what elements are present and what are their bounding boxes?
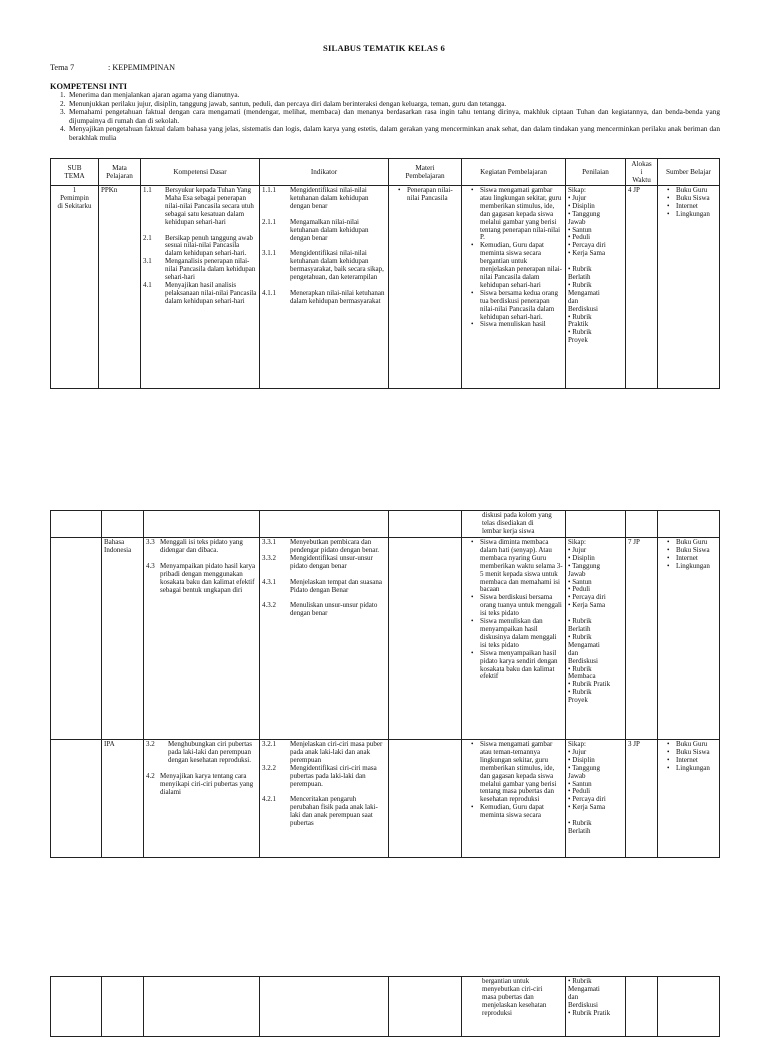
- table-row-bahasa: [51, 538, 720, 740]
- tema-label: Tema 7: [50, 63, 75, 72]
- alokasi-waktu-cell: 4 JP: [626, 186, 658, 389]
- penilaian-continued: • Rubrik Mengamati dan Berdiskusi • Rubrik Pratik: [566, 977, 626, 1037]
- materi-cell: • Penerapan nilai-nilai Pancasila: [389, 186, 462, 389]
- tema-value: : KEPEMIMPINAN: [108, 63, 176, 72]
- ki-item: 3. Memahami pengetahuan faktual dengan cara mengamati (mendengar, melihat, membaca) dan menanya berdasarkan rasa ingin tahu tentang dirinya, makhluk ciptaan Tuhan dan kegiatannya, dan benda-benda yang dijumpainya di rumah dan di sekolah.: [60, 107, 720, 125]
- kompetensi-dasar-cell: 1.1 Bersyukur kepada Tuhan Yang Maha Esa sebagai penerapan nilai-nilai Pancasila secara utuh sebagai satu kesatuan dalam kehidupan sehari-hari 2.1 Bersikap penuh tanggung awab sesuai nilai-nilai Pancasila dalam kehidupan sehari-hari. 3.1 Menganalisis penerapan nilai-nilai Pancasila dalam kehidupan sehari-hari 4.1 Menyajikan hasil analisis pelaksanaan nilai-nilai Pancasila dalam kehidupan sehari-hari: [141, 186, 260, 389]
- kegiatan-cell: • Siswa diminta membaca dalam hati (senyap). Atau membaca nyaring Guru memberikan waktu selama 3-5 menit kepada siswa untuk membaca dan memahami isi bacaan • Siswa berdiskusi bersama orang tuanya untuk menggali isi teks pidato • Siswa menuliskan dan menyampaikan hasil diskusinya dalam menggali isi teks pidato • Siswa menyampaikan hasil pidato karya sendiri dengan kosakata baku dan kalimat efektif: [462, 538, 566, 740]
- header-mata-pelajaran: Mata Pelajaran: [99, 159, 141, 186]
- header-kompetensi-dasar: Kompetensi Dasar: [141, 159, 260, 186]
- penilaian-cell: Sikap: • Jujur • Disiplin • Tanggung Jawab • Santun • Peduli • Percaya diri • Kerja Sama • Rubrik Berlatih • Rubrik Mengamati dan Berdiskusi • Rubrik Membaca • Rubrik Pratik • Rubrik Proyek: [566, 538, 626, 740]
- sub-tema-cell: 1 Pemimpin di Sekitarku: [51, 186, 99, 389]
- penilaian-cell: Sikap: • Jujur • Disiplin • Tanggung Jawab • Santun • Peduli • Percaya diri • Kerja Sama • Rubrik Berlatih: [566, 740, 626, 858]
- header-alokasi-waktu: Alokas i Waktu: [626, 159, 658, 186]
- sumber-belajar-cell: • Buku Guru • Buku Siswa • Internet • Lingkungan: [658, 740, 720, 858]
- alokasi-waktu-cell: 7 JP: [626, 538, 658, 740]
- ki-item: 2. Menunjukkan perilaku jujur, disiplin, tanggung jawab, santun, peduli, dan percaya diri dalam berinteraksi dengan keluarga, teman, guru dan tetangga.: [60, 98, 507, 108]
- table-row-ppkn: [51, 186, 720, 389]
- header-materi-pembelajaran: Materi Pembelajaran: [389, 159, 462, 186]
- header-penilaian: Penilaian: [566, 159, 626, 186]
- indikator-cell: 3.2.1 Menjelaskan ciri-ciri masa puber pada anak laki-laki dan anak perempuan 3.2.2 Mengidentifikasi ciri-ciri masa pubertas pada laki-laki dan perempuan. 4.2.1 Menceritakan pengaruh perubahan fisik pada anak laki-laki dan anak perempuan saat pubertas: [260, 740, 389, 858]
- mapel-cell: PPKn: [99, 186, 141, 389]
- indikator-cell: 1.1.1 Mengidentifikasi nilai-nilai ketuhanan dalam kehidupan dengan benar 2.1.1 Mengamalkan nilai-nilai ketuhanan dalam kehidupan dengan benar 3.1.1 Mengidentifikasi nilai-nilai ketuhanan dalam kehidupan bermasyarakat, baik secara sikap, pengetahuan, dan keterampilan 4.1.1 Menerapkan nilai-nilai ketuhanan dalam kehidupan bermasyarakat: [260, 186, 389, 389]
- syllabus-table-page-3: [50, 976, 720, 1037]
- table-header-row: [51, 159, 720, 186]
- table-row-ipa: [51, 740, 720, 858]
- header-indikator: Indikator: [260, 159, 389, 186]
- mapel-cell: Bahasa Indonesia: [102, 538, 144, 740]
- syllabus-table-page-2: [50, 510, 720, 858]
- ki-item: 4. Menyajikan pengetahuan faktual dalam bahasa yang jelas, sistematis dan logis, dalam karya yang estetis, dalam gerakan yang mencerminkan anak sehat, dan dalam tindakan yang mencerminkan perilaku anak beriman dan berakhlak mulia: [60, 124, 720, 142]
- syllabus-table-page-1: [50, 158, 720, 389]
- table-row-ipa-continued: [51, 977, 720, 1037]
- indikator-cell: 3.3.1 Menyebutkan pembicara dan pendengar pidato dengan benar. 3.3.2 Mengidentifikasi unsur-unsur pidato dengan benar 4.3.1 Menjelaskan tempat dan suasana Pidato dengan Benar 4.3.2 Menuliskan unsur-unsur pidato dengan benar: [260, 538, 389, 740]
- kegiatan-cell: • Siswa mengamati gambar atau teman-temannya lingkungan sekitar, guru memberikan stimulus, ide, dan gagasan kepada siswa melalui gambar yang berisi tentang masa pubertas dan kesehatan reproduksi • Kemudian, Guru dapat meminta siswa secara: [462, 740, 566, 858]
- mapel-cell: IPA: [102, 740, 144, 858]
- header-sub-tema: SUB TEMA: [51, 159, 99, 186]
- kompetensi-dasar-cell: 3.3 Menggali isi teks pidato yang didengar dan dibaca. 4.3 Menyampaikan pidato hasil karya pribadi dengan menggunakan kosakata baku dan kalimat efektif sebagai bentuk ungkapan diri: [144, 538, 260, 740]
- ki-item: 1. Menerima dan menjalankan ajaran agama yang dianutnya.: [60, 90, 240, 99]
- penilaian-cell: Sikap: • Jujur • Disiplin • Tanggung Jawab • Santun • Peduli • Percaya diri • Kerja Sama • Rubrik Berlatih • Rubrik Mengamati dan Berdiskusi • Rubrik Praktik • Rubrik Proyek: [566, 186, 626, 389]
- header-kegiatan-pembelajaran: Kegiatan Pembelajaran: [462, 159, 566, 186]
- kegiatan-cell: • Siswa mengamati gambar atau lingkungan sekitar, guru memberikan stimulus, ide, dan gagasan kepada siswa melalui gambar yang berisi tentang penerapan nilai-nilai P. • Kemudian, Guru dapat meminta siswa secara bergantian untuk menjelaskan penerapan nilai-nilai Pancasila dalam kehidupan sehari-hari • Siswa bersama kedua orang tua berdiskusi penerapan nilai-nilai Pancasila dalam kehidupan sehari-hari. • Siswa menuliskan hasil: [462, 186, 566, 389]
- tema-line: [50, 63, 176, 72]
- header-sumber-belajar: Sumber Belajar: [658, 159, 720, 186]
- kegiatan-continued: diskusi pada kolom yang telas disediakan di lembar kerja siswa: [462, 511, 566, 538]
- continued-row: [51, 511, 720, 538]
- kompetensi-inti-list: [50, 91, 720, 143]
- document-title: SILABUS TEMATIK KELAS 6: [322, 43, 445, 53]
- kompetensi-inti-heading: KOMPETENSI INTI: [50, 82, 128, 91]
- kompetensi-dasar-cell: 3.2 Menghubungkan ciri pubertas pada laki-laki dan perempuan dengan kesehatan reproduksi. 4.2 Menyajikan karya tentang cara menyikapi ciri-ciri pubertas yang dialami: [144, 740, 260, 858]
- sumber-belajar-cell: • Buku Guru • Buku Siswa • Internet • Lingkungan: [658, 538, 720, 740]
- alokasi-waktu-cell: 3 JP: [626, 740, 658, 858]
- sumber-belajar-cell: • Buku Guru • Buku Siswa • Internet • Lingkungan: [658, 186, 720, 389]
- kegiatan-continued: bergantian untuk menyebutkan ciri-ciri masa pubertas dan menjelaskan kesehatan reproduksi: [462, 977, 566, 1037]
